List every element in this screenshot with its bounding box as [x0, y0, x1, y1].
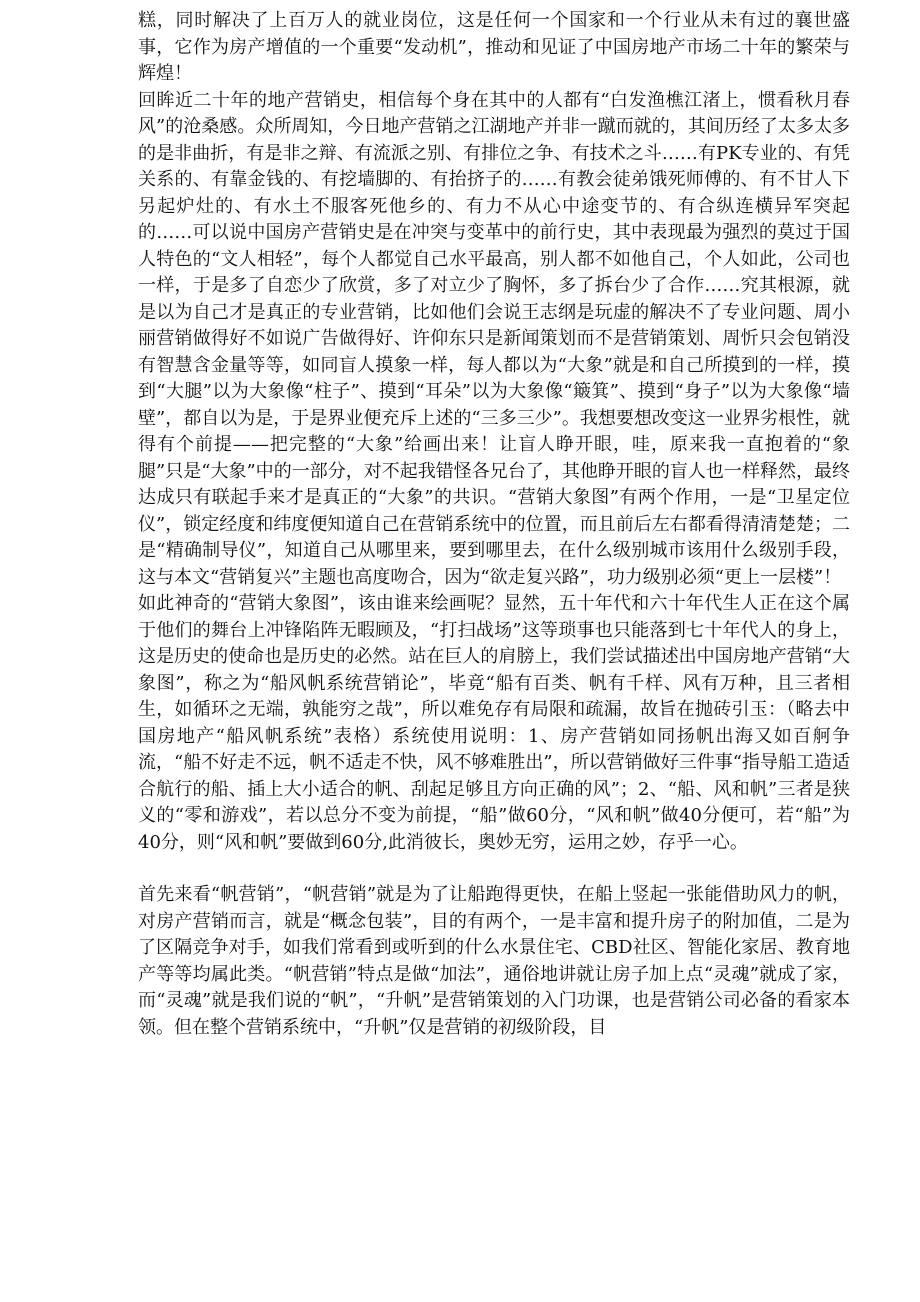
paragraph-elephant-map: 如此神奇的“营销大象图”，该由谁来绘画呢？显然，五十年代和六十年代生人正在这个属于他们的舞台上冲锋陷阵无暇顾及，“打扫战场”这等琐事也只能落到七十年代人的身上，这是历史的使命也是历史的必然。站在巨人的肩膀上，我们尝试描述出中国房地产营销“大象图”，称之为“船风帆系统营销论”，毕竟“船有百类、帆有千样、风有万种，且三者相生，如循环之无端，孰能穷之哉”，所以难免存有局限和疏漏，故旨在抛砖引玉：（略去中国房地产“船风帆系统”表格）系统使用说明：1、房产营销如同扬帆出海又如百舸争流，“船不好走不远，帆不适走不快，风不够难胜出”，所以营销做好三件事“指导船工造适合航行的船、插上大小适合的帆、刮起足够且方向正确的风”；2、“船、风和帆”三者是狭义的“零和游戏”，若以总分不变为前提，“船”做60分，“风和帆”做40分便可，若“船”为40分，则“风和帆”要做到60分,此消彼长，奥妙无穷，运用之妙，存乎一心。	[138, 593, 850, 853]
paragraph-spacer	[138, 856, 850, 882]
paragraph-marketing-history: 回眸近二十年的地产营销史，相信每个身在其中的人都有“白发渔樵江渚上，惯看秋月春风”的沧桑感。众所周知，今日地产营销之江湖地产并非一蹴而就的，其间历经了太多太多的是非曲折，有是非之辩、有流派之别、有排位之争、有技术之斗……有PK专业的、有凭关系的、有靠金钱的、有挖墙脚的、有抬挤子的……有教会徒弟饿死师傅的、有不甘人下另起炉灶的、有水土不服客死他乡的、有力不从心中途变节的、有合纵连横异军突起的……可以说中国房产营销史是在冲突与变革中的前行史，其中表现最为强烈的莫过于国人特色的“文人相轻”，每个人都觉自己水平最高，别人都不如他自己，个人如此，公司也一样，于是多了自恋少了欣赏，多了对立少了胸怀，多了拆台少了合作……究其根源，就是以为自己才是真正的专业营销，比如他们会说王志纲是玩虚的解决不了专业问题、周小丽营销做得好不如说广告做得好、许仰东只是新闻策划而不是营销策划、周忻只会包销没有智慧含金量等等，如同盲人摸象一样，每人都以为“大象”就是和自己所摸到的一样，摸到“大腿”以为大象像“柱子”、摸到“耳朵”以为大象像“簸箕”、摸到“身子”以为大象像“墙壁”，都自以为是，于是界业便充斥上述的“三多三少”。我想要想改变这一业界劣根性，就得有个前提——把完整的“大象”给画出来！让盲人睁开眼，哇，原来我一直抱着的“象腿”只是“大象”中的一部分，对不起我错怪各兄台了，其他睁开眼的盲人也一样释然，最终达成只有联起手来才是真正的“大象”的共识。“营销大象图”有两个作用，一是“卫星定位仪”，锁定经度和纬度便知道自己在营销系统中的位置，而且前后左右都看得清清楚楚；二是“精确制导仪”，知道自己从哪里来，要到哪里去，在什么级别城市该用什么级别手段，这与本文“营销复兴”主题也高度吻合，因为“欲走复兴路”，功力级别必须“更上一层楼”！	[138, 89, 850, 588]
paragraph-sail-marketing: 首先来看“帆营销”，“帆营销”就是为了让船跑得更快，在船上竖起一张能借助风力的帆，对房产营销而言，就是“概念包装”，目的有两个，一是丰富和提升房子的附加值，二是为了区隔竞争对手，如我们常看到或听到的什么水景住宅、CBD社区、智能化家居、教育地产等等均属此类。“帆营销”特点是做“加法”，通俗地讲就让房子加上点“灵魂”就成了家，而“灵魂”就是我们说的“帆”，“升帆”是营销策划的入门功课，也是营销公司必备的看家本领。但在整个营销系统中，“升帆”仅是营销的初级阶段，目	[138, 884, 850, 1038]
paragraph-continuation: 糕，同时解决了上百万人的就业岗位，这是任何一个国家和一个行业从未有过的襄世盛事，它作为房产增值的一个重要“发动机”，推动和见证了中国房地产市场二十年的繁荣与辉煌！	[138, 10, 850, 84]
document-page	[138, 8, 850, 1041]
